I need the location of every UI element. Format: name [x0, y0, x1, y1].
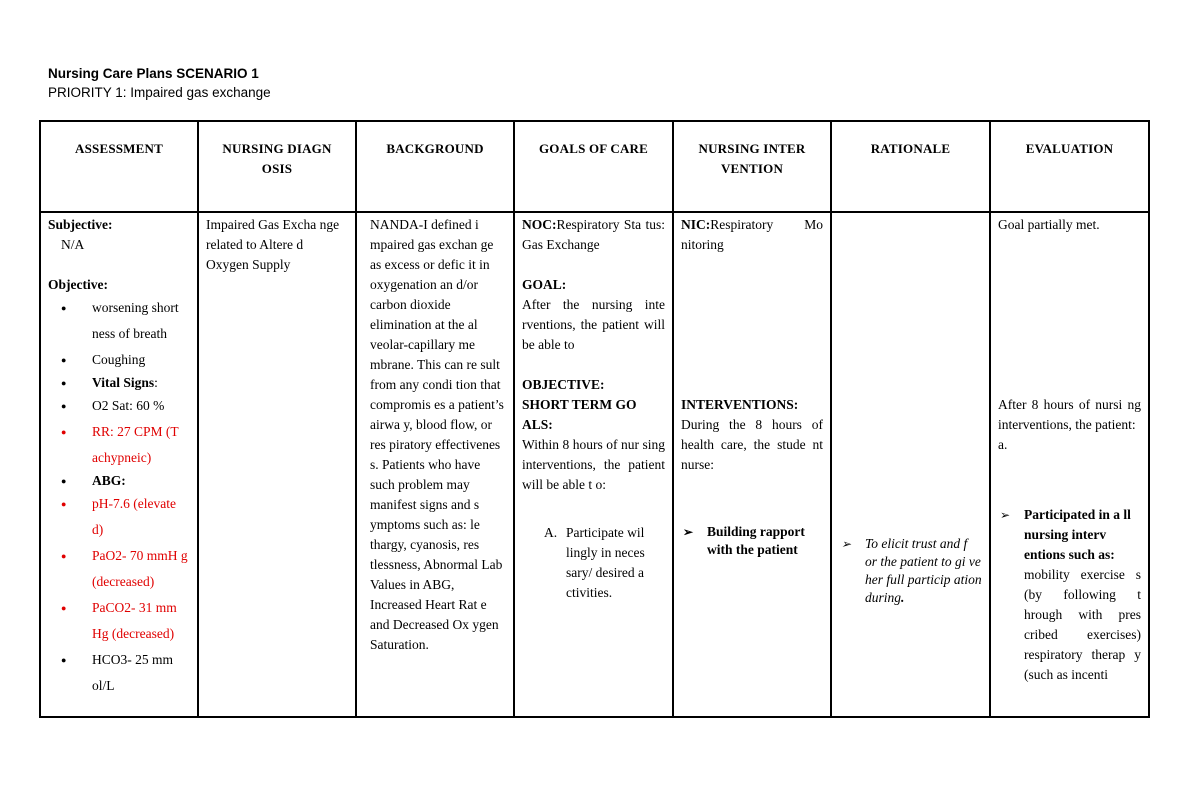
interventions-label: INTERVENTIONS:	[681, 397, 799, 412]
header-goals-of-care: GOALS OF CARE	[514, 121, 673, 212]
goal-label: GOAL:	[522, 277, 567, 292]
content-row	[40, 212, 1149, 717]
objective-label: Objective:	[48, 277, 108, 292]
care-plan-table	[39, 120, 1150, 718]
nic-line: NIC:Respiratory Mo nitoring	[681, 217, 823, 252]
intervention-cell	[673, 212, 831, 717]
header-rationale: RATIONALE	[831, 121, 990, 212]
short-term-goals-label: SHORT TERM GO ALS:	[522, 397, 637, 432]
background-cell	[356, 212, 514, 717]
objective-label: OBJECTIVE:	[522, 377, 605, 392]
list-item: ● HCO3- 25 mm ol/L	[58, 647, 190, 699]
assessment-cell	[40, 212, 198, 717]
list-item: ● RR: 27 CPM (T achypneic)	[58, 419, 190, 471]
header-nursing-diagnosis: NURSING DIAGN OSIS	[198, 121, 356, 212]
subjective-value: N/A	[61, 237, 85, 252]
rationale-item: ➢ To elicit trust and f or the patient to gi ve her full particip ation during.	[839, 535, 982, 607]
evaluation-item: ➢ Participated in a ll nursing interv entions such as: mobility exercise s (by following t hrough with pres cribed exercises) respiratory therap y (such as incenti	[998, 505, 1141, 685]
document-title: Nursing Care Plans SCENARIO 1	[48, 66, 259, 81]
rationale-cell	[831, 212, 990, 717]
goal-item-a: A. Participate wil lingly in neces sary/ desired a ctivities.	[544, 525, 645, 600]
noc-line: NOC:Respiratory Sta tus: Gas Exchange	[522, 217, 665, 252]
header-assessment: ASSESSMENT	[40, 121, 198, 212]
list-item: ● Coughing	[58, 347, 190, 373]
list-item: ● worsening short ness of breath	[58, 295, 190, 347]
background-text: NANDA-I defined i mpaired gas exchan ge as excess or defic it in oxygenation an d/or carbon dioxide elimination at the al veolar-capillary me mbrane. This can re sult from any condi tion that compromis es a patient’s airwa y, blood flow, or res piratory effectivenes s. Patients who have such problem may manifest signs and s ymptoms such as: le thargy, cyanosis, res tlessness, Abnormal Lab Values in ABG, Increased Heart Rat e and Decreased Ox ygen Saturation.	[370, 217, 504, 652]
evaluation-cell	[990, 212, 1149, 717]
short-term-goals-text: Within 8 hours of nur sing interventions, the patient will be able t o:	[522, 437, 665, 492]
list-item: ● PaO2- 70 mmH g (decreased)	[58, 543, 190, 595]
goals-cell	[514, 212, 673, 717]
goal-text: After the nursing inte rventions, the patient will be able to	[522, 297, 665, 352]
list-item: ● Vital Signs:	[58, 373, 190, 393]
list-item: ● ABG:	[58, 471, 190, 491]
evaluation-intro: After 8 hours of nursi ng interventions, the patient:	[998, 397, 1141, 432]
diagnosis-text: Impaired Gas Excha nge related to Altere d Oxygen Supply	[206, 217, 340, 272]
priority-subtitle: PRIORITY 1: Impaired gas exchange	[48, 85, 271, 100]
list-item: ● pH-7.6 (elevate d)	[58, 491, 190, 543]
evaluation-letter: a.	[998, 437, 1008, 452]
intervention-item: ➢ Building rapport with the patient	[681, 523, 823, 559]
header-nursing-intervention: NURSING INTER VENTION	[673, 121, 831, 212]
objective-list	[48, 295, 190, 699]
diagnosis-cell	[198, 212, 356, 717]
header-evaluation: EVALUATION	[990, 121, 1149, 212]
evaluation-status: Goal partially met.	[998, 217, 1100, 232]
list-item: ● PaCO2- 31 mm Hg (decreased)	[58, 595, 190, 647]
list-item: ● O2 Sat: 60 %	[58, 393, 190, 419]
header-background: BACKGROUND	[356, 121, 514, 212]
subjective-label: Subjective:	[48, 217, 113, 232]
interventions-text: During the 8 hours of health care, the stude nt nurse:	[681, 417, 823, 472]
header-row	[40, 121, 1149, 212]
